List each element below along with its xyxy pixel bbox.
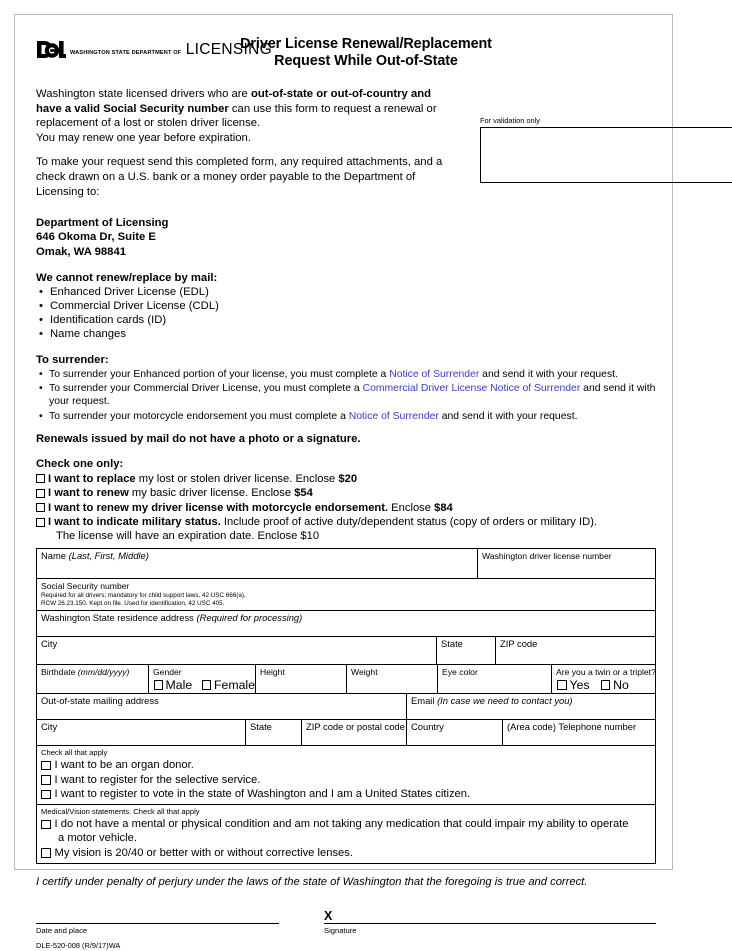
checkbox-icon[interactable] xyxy=(36,474,45,483)
check-one-option-motorcycle-label xyxy=(48,501,453,515)
residence-zip-label: ZIP code xyxy=(500,638,538,650)
signature-row xyxy=(36,908,656,950)
check-all-option-voter-registration[interactable] xyxy=(41,787,655,801)
check-one-option-motorcycle[interactable] xyxy=(36,501,656,515)
dol-logo-icon xyxy=(36,39,66,61)
option-motorcycle-amount: $84 xyxy=(434,501,453,514)
notice-of-surrender-link[interactable]: Notice of Surrender xyxy=(389,368,480,380)
address-line-2: 646 Okoma Dr, Suite E xyxy=(36,231,156,244)
surrender-heading: To surrender: xyxy=(36,353,109,366)
residence-state-label: State xyxy=(441,638,463,650)
address-line-3: Omak, WA 98841 xyxy=(36,245,127,258)
cannot-renew-heading: We cannot renew/replace by mail: xyxy=(36,271,218,284)
residence-state-field[interactable] xyxy=(437,637,496,664)
check-all-option-selective-service-label: I want to register for the selective service. xyxy=(54,773,261,786)
dl-number-label: Washington driver license number xyxy=(482,551,612,562)
intro-paragraphs xyxy=(36,87,444,199)
twin-yes-label: Yes xyxy=(569,677,590,692)
check-all-option-selective-service[interactable] xyxy=(41,773,655,787)
intro-p1-a: Washington state licensed drivers who are xyxy=(36,88,251,100)
wa-residence-address-field[interactable] xyxy=(37,611,655,636)
gender-options xyxy=(154,679,255,692)
list-item: • Commercial Driver License (CDL) xyxy=(36,299,656,313)
mailing-city-label: City xyxy=(41,721,58,733)
cannot-renew-list xyxy=(36,285,656,341)
medical-vision-label: Medical/Vision statements. Check all that apply xyxy=(41,807,200,817)
validation-area xyxy=(480,116,732,183)
checkbox-icon[interactable] xyxy=(36,518,45,527)
table-row xyxy=(37,665,655,694)
table-row xyxy=(37,611,655,637)
mailing-address xyxy=(36,216,656,259)
check-one-option-military[interactable] xyxy=(36,515,656,529)
date-and-place-caption: Date and place xyxy=(36,925,88,935)
surrender-1-post: and send it with your request. xyxy=(49,382,656,408)
checkbox-icon[interactable] xyxy=(41,848,51,858)
checkbox-icon[interactable] xyxy=(36,503,45,512)
twin-triplet-options xyxy=(557,679,655,692)
table-row xyxy=(37,637,655,665)
checkbox-icon[interactable] xyxy=(557,680,567,690)
email-label: Email (In case we need to contact you) xyxy=(411,695,573,707)
check-all-option-voter-registration-label: I want to register to vote in the state of Washington and I am a United States citizen. xyxy=(54,788,471,801)
agency-logo-text xyxy=(70,42,272,58)
mailing-state-field[interactable] xyxy=(246,720,302,745)
mailing-city-field[interactable] xyxy=(37,720,246,745)
eye-color-label: Eye color xyxy=(442,667,478,678)
eye-color-field[interactable] xyxy=(438,665,552,693)
checkbox-icon[interactable] xyxy=(41,761,51,771)
gender-field[interactable] xyxy=(149,665,256,693)
medical-vision-block xyxy=(36,805,656,864)
gender-label: Gender xyxy=(153,667,182,678)
list-item: • Enhanced Driver License (EDL) xyxy=(36,285,656,299)
weight-label: Weight xyxy=(351,667,378,678)
military-sub-note: The license will have an expiration date. Enclose $10 xyxy=(56,530,320,543)
ssn-fine-print-1: Required for all drivers; mandatory for child support laws, 42 USC 666(a), xyxy=(41,592,246,600)
vision-statement-label: My vision is 20/40 or better with or without corrective lenses. xyxy=(54,846,353,859)
medical-statement-continuation: a motor vehicle. xyxy=(58,832,137,845)
mailing-zip-field[interactable] xyxy=(302,720,407,745)
telephone-label: (Area code) Telephone number xyxy=(507,721,637,733)
surrender-2-pre: To surrender your motorcycle endorsement you must complete a xyxy=(49,410,349,422)
option-replace-amount: $20 xyxy=(338,472,358,485)
title-line-2: Request While Out-of-State xyxy=(274,52,458,69)
checkbox-icon[interactable] xyxy=(154,680,163,690)
signature-x-mark: X xyxy=(324,908,333,923)
weight-field[interactable] xyxy=(347,665,438,693)
intro-p1-c: can use this form to request a renewal or replacement of a lost or stolen driver license. xyxy=(36,102,437,130)
signature-caption: Signature xyxy=(324,925,357,935)
table-row xyxy=(37,720,655,746)
check-one-option-renew-label xyxy=(48,486,313,500)
date-and-place-line[interactable] xyxy=(36,923,279,924)
ssn-field[interactable] xyxy=(37,579,655,610)
agency-logo-top: WASHINGTON STATE DEPARTMENT OF xyxy=(70,50,182,56)
dl-number-field[interactable] xyxy=(478,549,655,578)
check-all-block xyxy=(36,746,656,805)
check-all-option-organ-donor[interactable] xyxy=(41,758,655,772)
checkbox-icon[interactable] xyxy=(41,820,51,830)
residence-city-label: City xyxy=(41,638,58,650)
check-one-option-replace[interactable] xyxy=(36,472,656,486)
height-field[interactable] xyxy=(256,665,347,693)
check-one-option-military-label xyxy=(48,515,597,529)
surrender-2-post: and send it with your request. xyxy=(438,410,578,422)
form-content xyxy=(36,36,656,950)
telephone-field[interactable] xyxy=(503,720,655,745)
intro-p1-bold: out-of-state or out-of-country and have a valid Social Security number xyxy=(36,88,432,115)
list-item: • Name changes xyxy=(36,327,656,341)
validation-label: For validation only xyxy=(480,116,540,125)
table-row xyxy=(37,549,655,579)
agency-logo-main: LICENSING xyxy=(185,41,272,58)
signature-line[interactable] xyxy=(324,923,656,924)
medical-statement-option[interactable] xyxy=(41,817,655,831)
name-field[interactable] xyxy=(37,549,478,578)
surrender-0-pre: To surrender your Enhanced portion of your license, you must complete a xyxy=(49,368,390,380)
list-item xyxy=(36,368,656,382)
country-label: Country xyxy=(411,721,444,733)
option-renew-rest: my basic driver license. Enclose xyxy=(128,487,295,500)
check-all-option-organ-donor-label: I want to be an organ donor. xyxy=(54,759,194,772)
checkbox-icon[interactable] xyxy=(601,680,611,690)
residence-zip-field[interactable] xyxy=(496,637,655,664)
intro-paragraph-2: You may renew one year before expiration. xyxy=(36,131,251,144)
mailing-zip-label: ZIP code or postal code xyxy=(306,721,405,733)
title-line-1: Driver License Renewal/Replacement xyxy=(240,36,492,52)
intro-spacer xyxy=(36,145,444,155)
table-row xyxy=(37,694,655,720)
medical-statement-label: I do not have a mental or physical condition and am not taking any medication that could impair my ability to operate xyxy=(54,818,629,831)
vision-statement-option[interactable] xyxy=(41,846,655,860)
birthdate-field[interactable] xyxy=(37,665,149,693)
birthdate-label: Birthdate (mm/dd/yyyy) xyxy=(41,667,130,678)
check-one-option-renew[interactable] xyxy=(36,486,656,500)
applicant-fields-table xyxy=(36,548,656,746)
option-motorcycle-rest: Enclose xyxy=(388,501,435,514)
intro-paragraph-3: To make your request send this completed form, any required attachments, and a check drawn on a U.S. bank or a money order payable to the Department of Licensing to: xyxy=(36,156,443,198)
agency-logo xyxy=(36,39,272,61)
checkbox-icon[interactable] xyxy=(41,775,51,785)
form-header xyxy=(36,36,656,78)
option-military-rest: Include proof of active duty/dependent status (copy of orders or military ID). xyxy=(220,516,598,529)
form-number: DLE-520-008 (R/9/17)WA xyxy=(36,940,121,950)
email-field[interactable] xyxy=(407,694,655,719)
renewal-note: Renewals issued by mail do not have a photo or a signature. xyxy=(36,433,361,446)
checkbox-icon[interactable] xyxy=(36,489,45,498)
check-one-heading: Check one only: xyxy=(36,458,124,471)
name-label: Name (Last, First, Middle) xyxy=(41,550,149,562)
gender-male-label: Male xyxy=(165,677,193,692)
certification-statement: I certify under penalty of perjury under the laws of the state of Washington that the foregoing is true and correct. xyxy=(36,875,588,888)
checkbox-icon[interactable] xyxy=(202,680,211,690)
cdl-notice-of-surrender-link[interactable]: Commercial Driver License Notice of Surrender xyxy=(362,382,581,394)
option-replace-bold: I want to replace xyxy=(48,472,136,485)
oos-mailing-address-field[interactable] xyxy=(37,694,407,719)
option-replace-rest: my lost or stolen driver license. Enclose xyxy=(135,472,339,485)
surrender-1-pre: To surrender your Commercial Driver License, you must complete a xyxy=(49,382,363,394)
twin-triplet-field[interactable] xyxy=(552,665,655,693)
option-renew-bold: I want to renew xyxy=(48,487,129,500)
option-renew-amount: $54 xyxy=(294,487,313,500)
validation-box[interactable] xyxy=(480,127,732,183)
option-military-bold: I want to indicate military status. xyxy=(48,516,221,529)
oos-mailing-address-label: Out-of-state mailing address xyxy=(41,695,159,707)
twin-triplet-label: Are you a twin or a triplet? xyxy=(556,667,656,678)
country-field[interactable] xyxy=(407,720,503,745)
list-item: • Identification cards (ID) xyxy=(36,313,656,327)
intro-paragraph-1 xyxy=(36,87,444,131)
check-all-label: Check all that apply xyxy=(41,748,108,758)
gender-female-label: Female xyxy=(213,677,255,692)
height-label: Height xyxy=(260,667,285,678)
wa-residence-address-label: Washington State residence address (Required for processing) xyxy=(41,612,303,624)
check-one-option-replace-label xyxy=(48,472,357,486)
list-item xyxy=(36,382,656,409)
checkbox-icon[interactable] xyxy=(41,790,51,800)
surrender-list xyxy=(36,368,656,423)
motorcycle-notice-of-surrender-link[interactable]: Notice of Surrender xyxy=(348,410,439,422)
mailing-state-label: State xyxy=(250,721,272,733)
residence-city-field[interactable] xyxy=(37,637,437,664)
address-line-1: Department of Licensing xyxy=(36,217,169,230)
ssn-fine-print-2: RCW 26.23.150. Kept on file. Used for identification, 42 USC 405. xyxy=(41,600,225,608)
option-motorcycle-bold: I want to renew my driver license with motorcycle endorsement. xyxy=(48,501,389,514)
surrender-0-post: and send it with your request. xyxy=(479,368,618,380)
twin-no-label: No xyxy=(613,677,629,692)
list-item xyxy=(36,410,656,424)
ssn-label: Social Security number xyxy=(41,581,130,592)
table-row xyxy=(37,579,655,611)
